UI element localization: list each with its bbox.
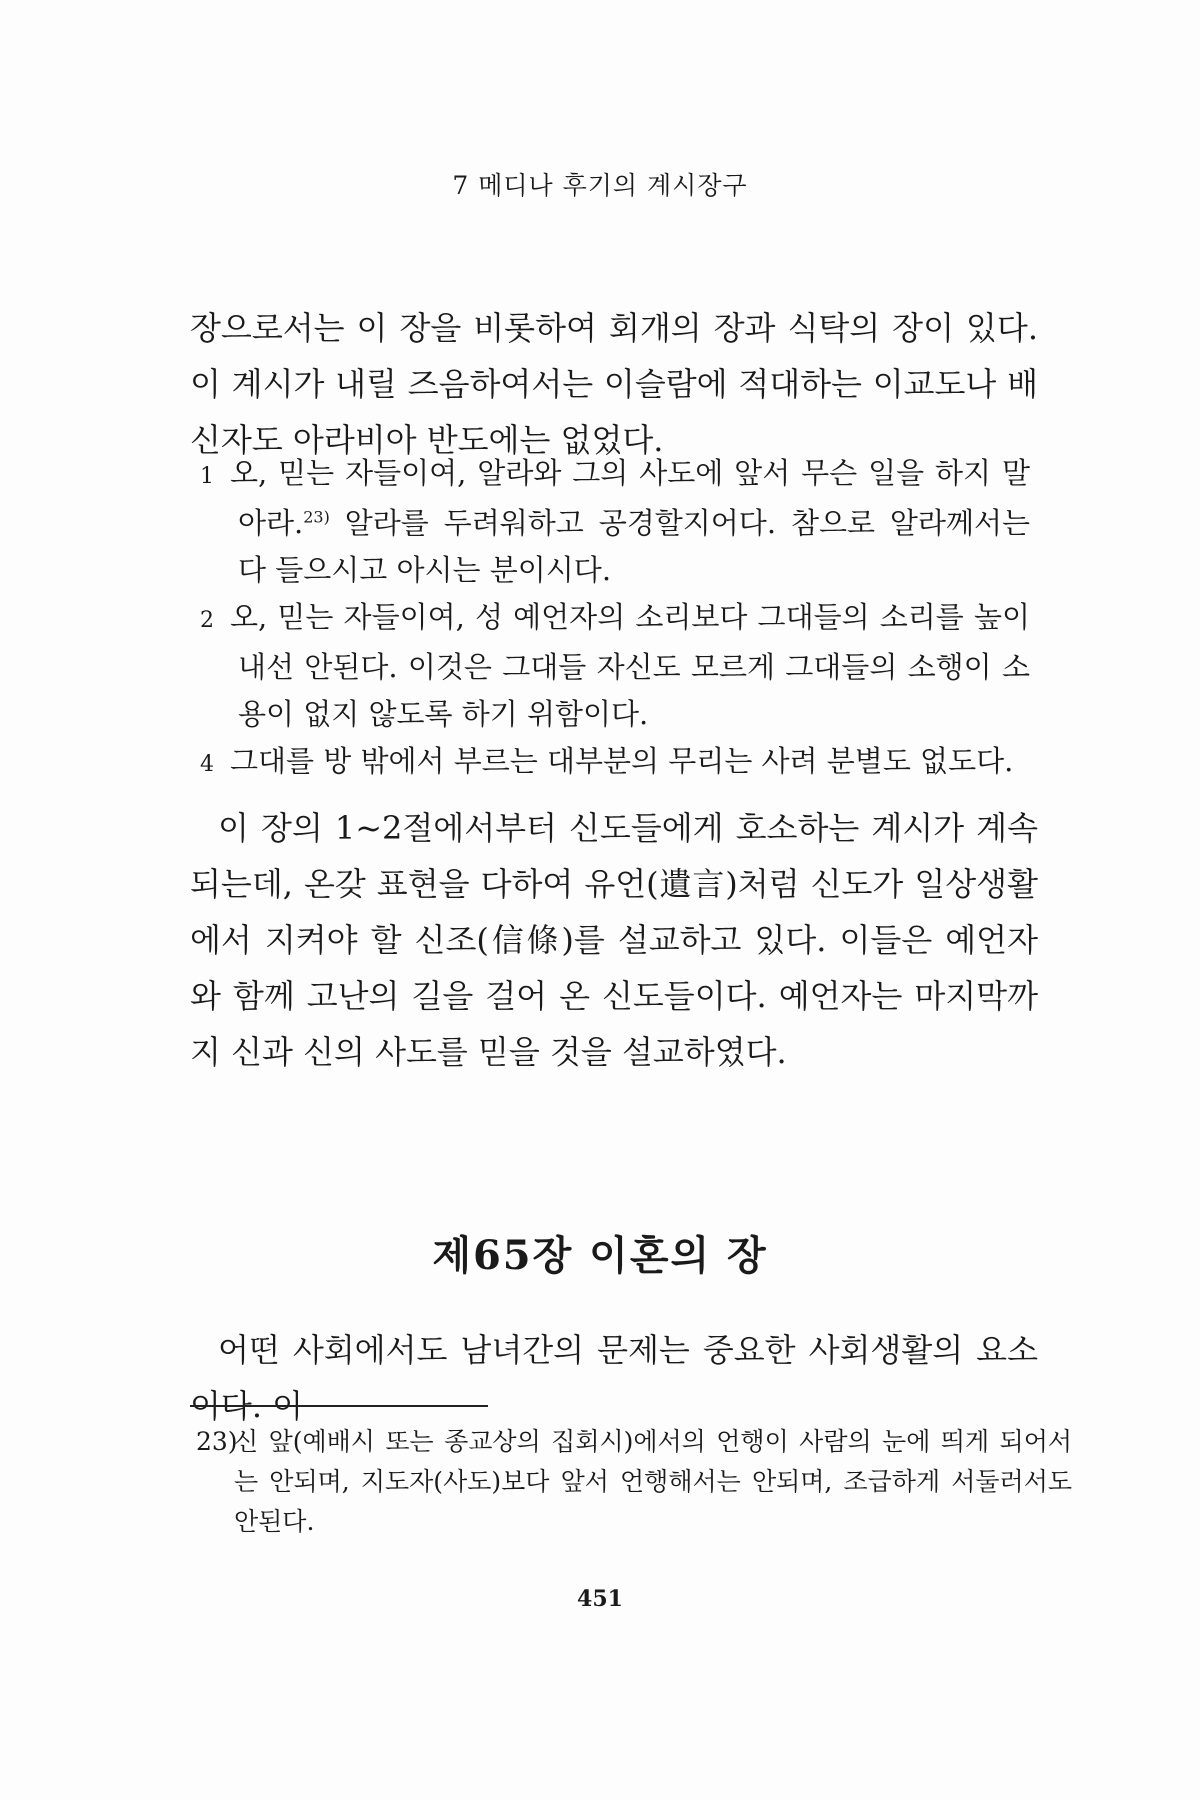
verse-list — [200, 450, 1030, 788]
verse-text: 오, 믿는 자들이여, 성 예언자의 소리보다 그대들의 소리를 높이 내선 안된다. 이것은 그대들 자신도 모르게 그대들의 소행이 소용이 없지 않도록 하기 위함이다. — [230, 600, 1030, 731]
chapter-opening-paragraph: 어떤 사회에서도 남녀간의 문제는 중요한 사회생활의 요소이다. 이 — [190, 1331, 1038, 1425]
footnote-divider — [190, 1405, 488, 1407]
verse-4 — [200, 738, 1030, 788]
verse-1 — [200, 450, 1030, 594]
footnote-text: 신 앞(예배시 또는 종교상의 집회시)에서의 언행이 사람의 눈에 띄게 되어서는 안되며, 지도자(사도)보다 앞서 언행해서는 안되며, 조급하게 서둘러서도 안된다. — [234, 1427, 1072, 1536]
verse-text: 그대를 방 밖에서 부르는 대부분의 무리는 사려 분별도 없도다. — [230, 744, 1014, 778]
verse-text: 오, 믿는 자들이여, 알라와 그의 사도에 앞서 무슨 일을 하지 말아라. — [230, 456, 1030, 540]
running-head: 7 메디나 후기의 계시장구 — [452, 171, 748, 200]
verse-number: 1 — [200, 464, 214, 489]
chapter-title: 제65장 이혼의 장 — [432, 1232, 768, 1279]
footnote-reference: 23) — [303, 507, 330, 527]
commentary-block — [190, 800, 1038, 1080]
intro-paragraph: 장으로서는 이 장을 비롯하여 회개의 장과 식탁의 장이 있다. 이 계시가 내릴 즈음하여서는 이슬람에 적대하는 이교도나 배신자도 아라비아 반도에는 없었다. — [190, 309, 1038, 459]
verse-2 — [200, 594, 1030, 738]
page-number: 451 — [577, 1586, 623, 1612]
verse-number: 4 — [200, 752, 214, 777]
intro-paragraph-block — [190, 300, 1038, 468]
chapter-opening-block — [190, 1322, 1038, 1434]
footnote — [196, 1422, 1072, 1542]
verse-number: 2 — [200, 608, 214, 633]
commentary-paragraph: 이 장의 1~2절에서부터 신도들에게 호소하는 계시가 계속되는데, 온갖 표현을 다하여 유언(遺言)처럼 신도가 일상생활에서 지켜야 할 신조(信條)를 설교하고 있다. 이들은 예언자와 함께 고난의 길을 걸어 온 신도들이다. 예언자는 마지막까지 신과 신의 사도를 믿을 것을 설교하였다. — [190, 809, 1038, 1071]
verse-text-continued: 알라를 두려워하고 공경할지어다. 참으로 알라께서는 다 들으시고 아시는 분이시다. — [238, 506, 1030, 587]
footnote-marker: 23) — [196, 1427, 238, 1456]
